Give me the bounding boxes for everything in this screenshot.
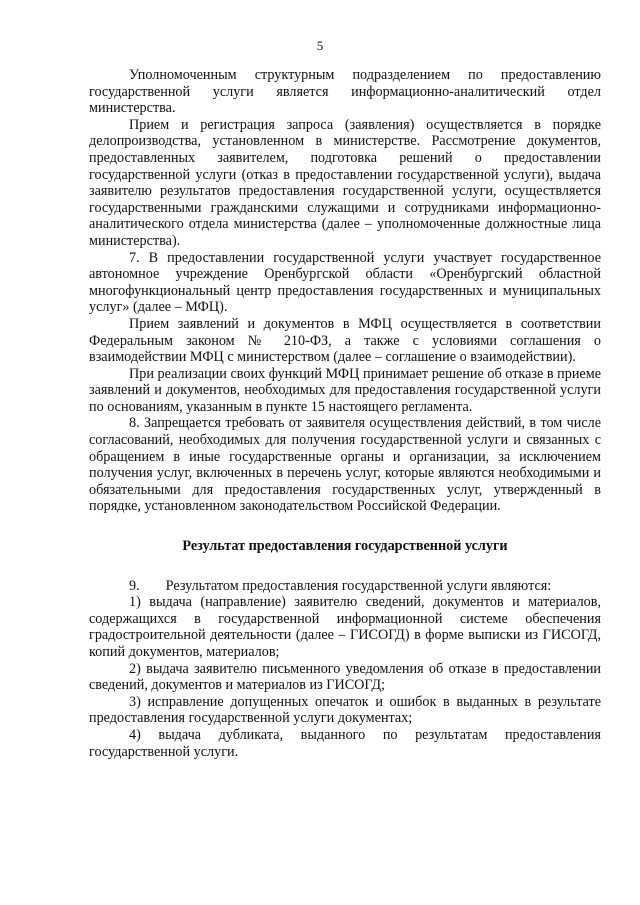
clause-9-text: Результатом предоставления государственной услуги являются: [165,577,552,594]
paragraph-reception-registration: Прием и регистрация запроса (заявления) осуществляется в порядке делопроизводства, установленном в министерстве. Рассмотрение документов, предоставленных заявителем, подготовка решений о предоставлении государственной услуги (отказ в предоставлении государственной услуги), выдача заявителю результатов предоставления государственной услуги, осуществляется государственными гражданскими служащими и сотрудниками информационно-аналитического отдела министерства (далее – уполномоченные должностные лица министерства). [89,116,601,249]
paragraph-mfc-refusal: При реализации своих функций МФЦ принимает решение об отказе в приеме заявлений и документов, необходимых для предоставления государственной услуги по основаниям, указанным в пункте 15 настоящего регламента. [89,365,601,415]
list-item: 3) исправление допущенных опечаток и ошибок в выданных в результате предоставления государственной услуги документах; [89,693,601,727]
paragraph-clause-8: 8. Запрещается требовать от заявителя осуществления действий, в том числе согласований, необходимых для получения государственной услуги и связанных с обращением в иные государственные органы и организации, за исключением получения услуг, включенных в перечень услуг, которые являются необходимыми и обязательными для предоставления государственных услуг, утвержденный в порядке, установленном законодательством Российской Федерации. [89,415,601,515]
paragraph-responsible-unit: Уполномоченным структурным подразделением по предоставлению государственной услуги является информационно-аналитический отдел министерства. [89,67,601,117]
section-heading: Результат предоставления государственной услуги [182,538,508,555]
paragraph-clause-9 [89,578,601,595]
paragraph-mfc-reception: Прием заявлений и документов в МФЦ осуществляется в соответствии Федеральным законом № 210-ФЗ, а также с условиями соглашения о взаимодействии МФЦ с министерством (далее – соглашение о взаимодействии). [89,315,601,366]
clause-9-number: 9. [129,577,140,594]
paragraph-clause-7: 7. В предоставлении государственной услуги участвует государственное автономное учреждение Оренбургской области «Оренбургский областной многофункциональный центр предоставления государственных и муниципальных услуг» (далее – МФЦ). [89,249,601,316]
list-item: 4) выдача дубликата, выданного по результатам предоставления государственной услуги. [89,726,601,760]
document-body [89,67,601,760]
list-item: 2) выдача заявителю письменного уведомления об отказе в предоставлении сведений, документов и материалов из ГИСОГД; [89,660,601,694]
page-number: 5 [316,38,324,53]
list-item: 1) выдача (направление) заявителю сведений, документов и материалов, содержащихся в государственной информационной системе обеспечения градостроительной деятельности (далее – ГИСОГД) в форме выписки из ГИСОГД, копий документов, материалов; [89,594,601,660]
